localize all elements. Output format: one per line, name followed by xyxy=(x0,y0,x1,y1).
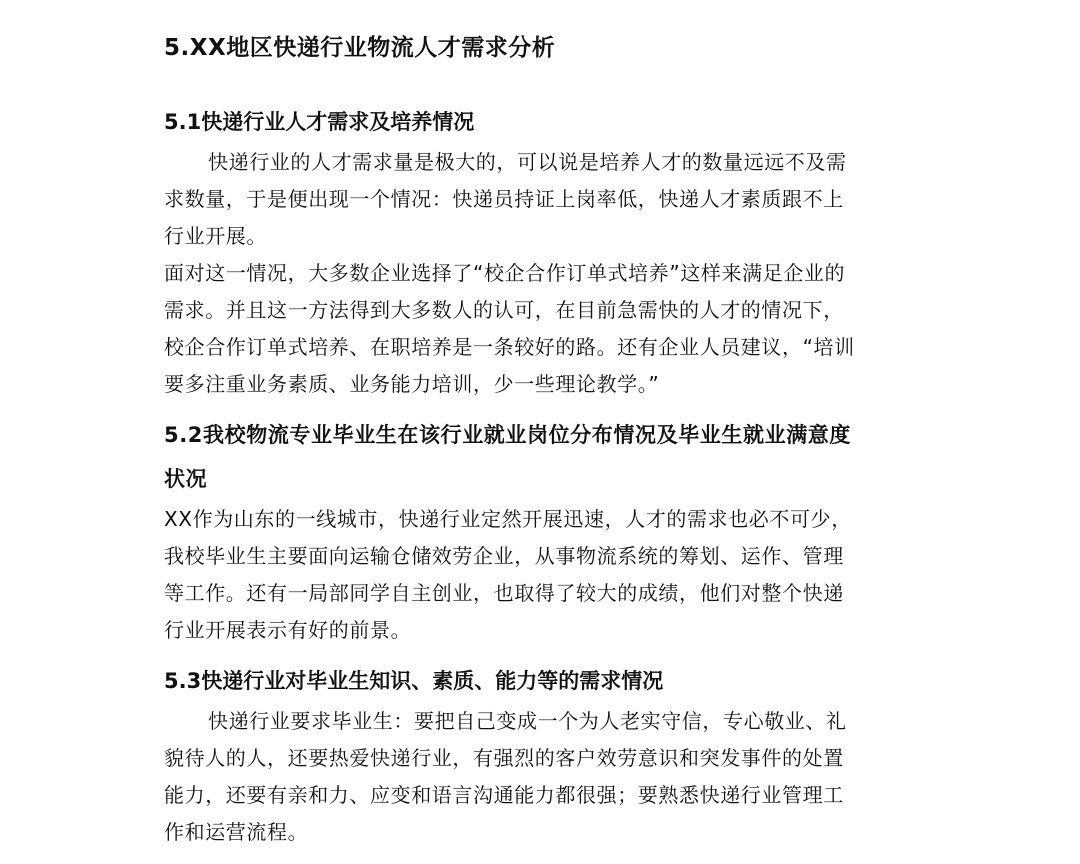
section-5-1-paragraph-2 xyxy=(164,255,924,403)
section-5-1-paragraph-1 xyxy=(164,144,924,255)
text-line: 快递行业的人才需求量是极大的，可以说是培养人才的数量远远不及需 xyxy=(208,150,847,174)
text-line: 面对这一情况，大多数企业选择了“校企合作订单式培养”这样来满足企业的 xyxy=(164,261,846,285)
text-line: 需求。并且这一方法得到大多数人的认可，在目前急需快的人才的情况下， xyxy=(164,298,844,322)
document-content xyxy=(164,30,924,851)
text-line: 快递行业要求毕业生：要把自己变成一个为人老实守信，专心敬业、礼 xyxy=(208,709,847,733)
text-line: XX作为山东的一线城市，快递行业定然开展迅速，人才的需求也必不可少， xyxy=(164,507,852,531)
section-5-3-heading: 5.3快递行业对毕业生知识、素质、能力等的需求情况 xyxy=(164,669,664,693)
section-5-2-paragraph-1 xyxy=(164,501,924,649)
section-5-2-heading xyxy=(164,413,924,501)
document-title: 5.XX地区快递行业物流人才需求分析 xyxy=(164,35,556,61)
text-line: 求数量，于是便出现一个情况：快递员持证上岗率低，快递人才素质跟不上 xyxy=(164,187,844,211)
text-line: 作和运营流程。 xyxy=(164,820,309,844)
text-line: 我校毕业生主要面向运输仓储效劳企业，从事物流系统的筹划、运作、管理 xyxy=(164,544,844,568)
text-line: 行业开展。 xyxy=(164,224,267,248)
text-line: 能力，还要有亲和力、应变和语言沟通能力都很强；要熟悉快递行业管理工 xyxy=(164,783,844,807)
text-line: 行业开展表示有好的前景。 xyxy=(164,618,412,642)
text-line: 貌待人的人，还要热爱快递行业，有强烈的客户效劳意识和突发事件的处置 xyxy=(164,746,844,770)
heading-line: 状况 xyxy=(164,467,208,491)
heading-line: 5.2我校物流专业毕业生在该行业就业岗位分布情况及毕业生就业满意度 xyxy=(164,423,851,447)
section-5-3-paragraph-1 xyxy=(164,703,924,851)
text-line: 校企合作订单式培养、在职培养是一条较好的路。还有企业人员建议，“培训 xyxy=(164,335,855,359)
section-5-1-heading: 5.1快递行业人才需求及培养情况 xyxy=(164,110,475,134)
text-line: 等工作。还有一局部同学自主创业，也取得了较大的成绩，他们对整个快递 xyxy=(164,581,844,605)
text-line: 要多注重业务素质、业务能力培训，少一些理论教学。” xyxy=(164,372,660,396)
